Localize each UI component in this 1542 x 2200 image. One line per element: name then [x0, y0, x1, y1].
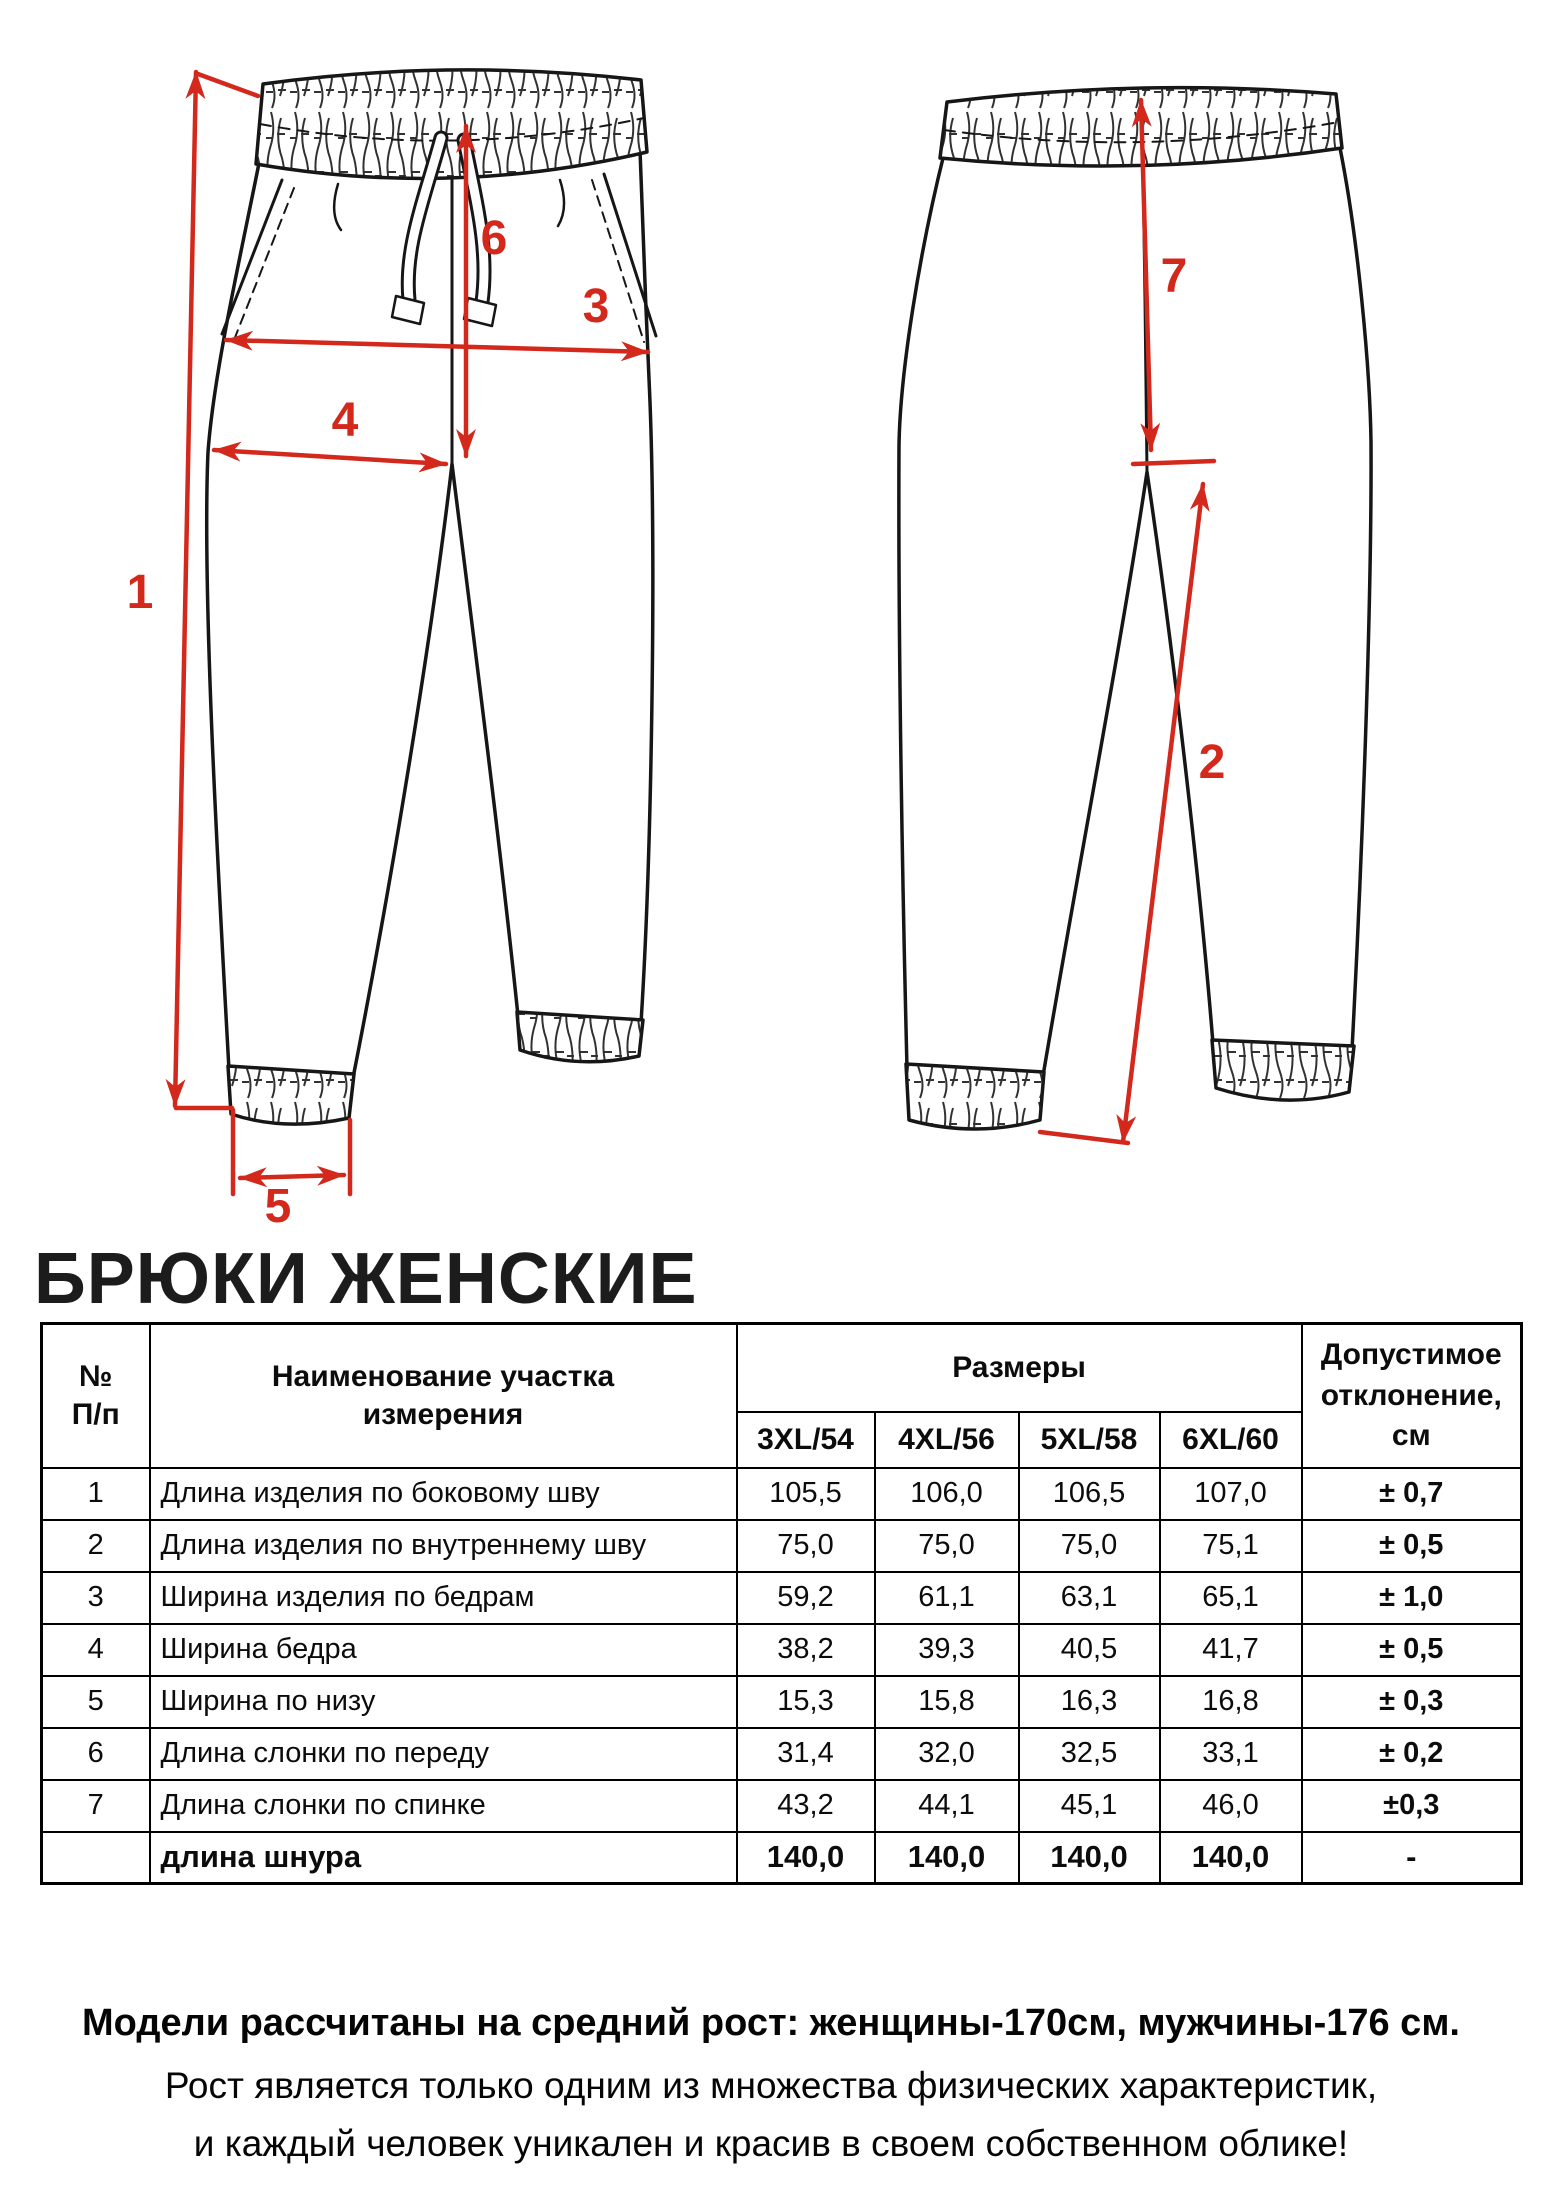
header-tolerance-line1: Допустимое: [1320, 1338, 1502, 1371]
row-value: 46,0: [1160, 1780, 1302, 1832]
footer-line-2: Рост является только одним из множества физических характеристик,: [164, 2065, 1378, 2106]
row-value: 61,1: [875, 1572, 1019, 1624]
table-row: [42, 1520, 1522, 1572]
row-tolerance: ± 1,0: [1302, 1572, 1522, 1624]
header-size-3xl: 3XL/54: [737, 1412, 875, 1468]
row-value: 106,5: [1019, 1468, 1160, 1520]
row-value: 32,5: [1019, 1728, 1160, 1780]
row-name: длина шнура: [150, 1832, 737, 1884]
row-value: 32,0: [875, 1728, 1019, 1780]
row-tolerance: -: [1302, 1832, 1522, 1884]
row-value: 65,1: [1160, 1572, 1302, 1624]
header-num: [42, 1324, 150, 1468]
row-value: 75,0: [737, 1520, 875, 1572]
footer-line-3: и каждый человек уникален и красив в своем собственном облике!: [193, 2123, 1349, 2164]
table-row: [42, 1676, 1522, 1728]
front-waistband-texture: [256, 70, 647, 179]
row-name: Ширина изделия по бедрам: [150, 1572, 737, 1624]
header-tolerance: [1302, 1324, 1522, 1468]
header-size-5xl: 5XL/58: [1019, 1412, 1160, 1468]
header-size-4xl: 4XL/56: [875, 1412, 1019, 1468]
row-value: 106,0: [875, 1468, 1019, 1520]
size-table: [40, 1322, 1523, 1885]
row-value: 105,5: [737, 1468, 875, 1520]
back-body-outline: [899, 148, 1371, 1076]
row-num: 3: [42, 1572, 150, 1624]
row-tolerance: ± 0,5: [1302, 1624, 1522, 1676]
row-value: 63,1: [1019, 1572, 1160, 1624]
row-num: 5: [42, 1676, 150, 1728]
back-cuff-left-texture: [906, 1064, 1044, 1129]
row-tolerance: ±0,3: [1302, 1780, 1522, 1832]
header-num-line2: П/п: [71, 1397, 120, 1431]
footer-line-1: Модели рассчитаны на средний рост: женщины-170см, мужчины-176 см.: [81, 2002, 1460, 2044]
row-num: 7: [42, 1780, 150, 1832]
measurement-label-2: 2: [1198, 736, 1226, 789]
front-cuff-left-texture: [228, 1066, 354, 1124]
row-num: 6: [42, 1728, 150, 1780]
header-sizes: Размеры: [737, 1324, 1302, 1412]
header-tolerance-line2: отклонение,: [1320, 1378, 1502, 1412]
row-value: 15,3: [737, 1676, 875, 1728]
measurement-label-7: 7: [1160, 250, 1188, 303]
row-value: 140,0: [737, 1832, 875, 1884]
measurement-label-4: 4: [331, 394, 359, 447]
table-row-cord-length: [42, 1832, 1522, 1884]
row-name: Длина изделия по боковому шву: [150, 1468, 737, 1520]
row-num: 2: [42, 1520, 150, 1572]
row-value: 140,0: [875, 1832, 1019, 1884]
table-row: [42, 1780, 1522, 1832]
row-value: 33,1: [1160, 1728, 1302, 1780]
row-name: Ширина по низу: [150, 1676, 737, 1728]
page-title: БРЮКИ ЖЕНСКИЕ: [34, 1239, 698, 1319]
row-tolerance: ± 0,2: [1302, 1728, 1522, 1780]
row-name: Ширина бедра: [150, 1624, 737, 1676]
back-view: [899, 88, 1371, 1129]
measurement-arrow-2-tick: [1040, 1132, 1128, 1143]
front-view: [207, 70, 656, 1124]
measurement-label-3: 3: [582, 280, 610, 333]
row-value: 59,2: [737, 1572, 875, 1624]
row-name: Длина изделия по внутреннему шву: [150, 1520, 737, 1572]
measurement-label-5: 5: [264, 1180, 292, 1233]
row-value: 38,2: [737, 1624, 875, 1676]
row-value: 40,5: [1019, 1624, 1160, 1676]
row-value: 44,1: [875, 1780, 1019, 1832]
table-row: [42, 1728, 1522, 1780]
header-name-line2: измерения: [362, 1397, 524, 1431]
row-name: Длина слонки по спинке: [150, 1780, 737, 1832]
row-value: 43,2: [737, 1780, 875, 1832]
row-num: [42, 1832, 150, 1884]
table-row: [42, 1468, 1522, 1520]
measurement-label-1: 1: [126, 566, 154, 619]
measurement-arrow-1-tick-top: [198, 74, 258, 96]
row-value: 41,7: [1160, 1624, 1302, 1676]
back-cuff-right-texture: [1212, 1040, 1354, 1100]
row-tolerance: ± 0,3: [1302, 1676, 1522, 1728]
header-name-line1: Наименование участка: [271, 1360, 615, 1394]
table-row: [42, 1624, 1522, 1676]
row-name: Длина слонки по переду: [150, 1728, 737, 1780]
header-name: [150, 1324, 737, 1468]
header-tolerance-line3: см: [1391, 1419, 1431, 1452]
row-value: 107,0: [1160, 1468, 1302, 1520]
row-value: 75,1: [1160, 1520, 1302, 1572]
row-value: 140,0: [1160, 1832, 1302, 1884]
row-value: 75,0: [1019, 1520, 1160, 1572]
row-value: 16,3: [1019, 1676, 1160, 1728]
footer-note: [0, 2002, 1542, 2181]
row-tolerance: ± 0,7: [1302, 1468, 1522, 1520]
measurement-arrow-1: [175, 72, 196, 1106]
row-num: 1: [42, 1468, 150, 1520]
row-value: 31,4: [737, 1728, 875, 1780]
row-value: 140,0: [1019, 1832, 1160, 1884]
row-num: 4: [42, 1624, 150, 1676]
row-value: 75,0: [875, 1520, 1019, 1572]
row-value: 16,8: [1160, 1676, 1302, 1728]
header-size-6xl: 6XL/60: [1160, 1412, 1302, 1468]
table-row: [42, 1572, 1522, 1624]
front-cuff-right-texture: [517, 1012, 643, 1062]
row-value: 45,1: [1019, 1780, 1160, 1832]
measurement-arrow-7-tick: [1133, 461, 1214, 464]
row-tolerance: ± 0,5: [1302, 1520, 1522, 1572]
row-value: 39,3: [875, 1624, 1019, 1676]
measurement-arrow-5: [240, 1175, 344, 1178]
row-value: 15,8: [875, 1676, 1019, 1728]
measurement-label-6: 6: [480, 212, 508, 265]
header-num-line1: №: [79, 1360, 113, 1394]
